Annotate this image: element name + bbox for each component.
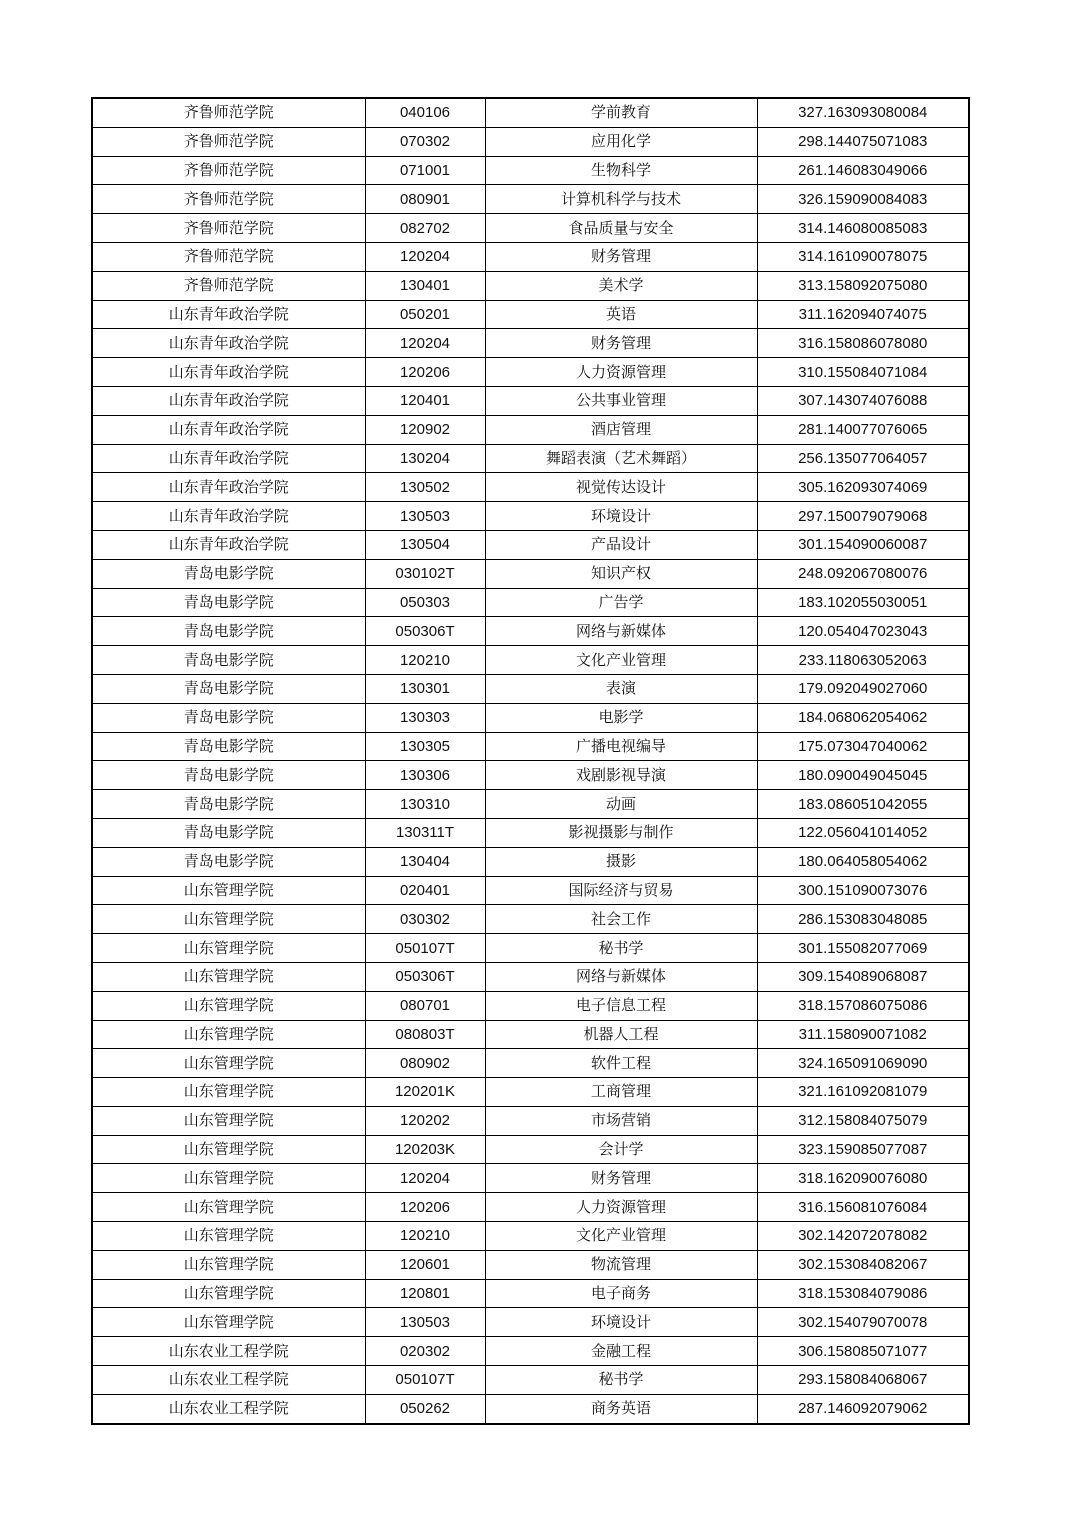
school-name-cell: 山东农业工程学院 [92, 1337, 365, 1366]
major-name-cell: 文化产业管理 [485, 1222, 757, 1251]
table-row [92, 1394, 969, 1423]
major-name-cell: 戏剧影视导演 [485, 761, 757, 790]
score-cell: 180.090049045045 [757, 761, 969, 790]
school-name-cell: 山东青年政治学院 [92, 329, 365, 358]
school-name-cell: 山东管理学院 [92, 1078, 365, 1107]
school-name-cell: 山东农业工程学院 [92, 1366, 365, 1395]
score-cell: 184.068062054062 [757, 703, 969, 732]
score-cell: 318.157086075086 [757, 991, 969, 1020]
major-code-cell: 120202 [365, 1106, 485, 1135]
major-code-cell: 130310 [365, 790, 485, 819]
major-code-cell: 030102T [365, 559, 485, 588]
major-code-cell: 120204 [365, 1164, 485, 1193]
score-cell: 183.086051042055 [757, 790, 969, 819]
table-row [92, 1164, 969, 1193]
table-row [92, 300, 969, 329]
table-row [92, 1366, 969, 1395]
score-cell: 281.140077076065 [757, 415, 969, 444]
major-name-cell: 秘书学 [485, 934, 757, 963]
school-name-cell: 山东管理学院 [92, 991, 365, 1020]
major-name-cell: 食品质量与安全 [485, 214, 757, 243]
admission-score-table [91, 97, 970, 1425]
major-name-cell: 工商管理 [485, 1078, 757, 1107]
school-name-cell: 山东管理学院 [92, 1135, 365, 1164]
score-cell: 311.162094074075 [757, 300, 969, 329]
table-row [92, 732, 969, 761]
major-name-cell: 视觉传达设计 [485, 473, 757, 502]
table-row [92, 1078, 969, 1107]
score-cell: 300.151090073076 [757, 876, 969, 905]
major-code-cell: 020302 [365, 1337, 485, 1366]
school-name-cell: 齐鲁师范学院 [92, 127, 365, 156]
table-row [92, 444, 969, 473]
score-cell: 175.073047040062 [757, 732, 969, 761]
major-code-cell: 120210 [365, 646, 485, 675]
score-cell: 327.163093080084 [757, 98, 969, 127]
major-code-cell: 080902 [365, 1049, 485, 1078]
table-row [92, 790, 969, 819]
table-row [92, 1250, 969, 1279]
table-row [92, 415, 969, 444]
table-row [92, 1049, 969, 1078]
table-row [92, 98, 969, 127]
score-cell: 321.161092081079 [757, 1078, 969, 1107]
major-name-cell: 表演 [485, 674, 757, 703]
major-code-cell: 120204 [365, 329, 485, 358]
major-code-cell: 130401 [365, 271, 485, 300]
table-row [92, 1135, 969, 1164]
school-name-cell: 山东青年政治学院 [92, 473, 365, 502]
score-cell: 180.064058054062 [757, 847, 969, 876]
table-body [92, 98, 969, 1424]
table-row [92, 818, 969, 847]
table-row [92, 530, 969, 559]
school-name-cell: 山东青年政治学院 [92, 358, 365, 387]
major-name-cell: 人力资源管理 [485, 358, 757, 387]
table-row [92, 502, 969, 531]
school-name-cell: 山东管理学院 [92, 905, 365, 934]
score-cell: 302.142072078082 [757, 1222, 969, 1251]
score-cell: 316.156081076084 [757, 1193, 969, 1222]
school-name-cell: 齐鲁师范学院 [92, 98, 365, 127]
major-code-cell: 130305 [365, 732, 485, 761]
major-code-cell: 080701 [365, 991, 485, 1020]
school-name-cell: 山东管理学院 [92, 1164, 365, 1193]
table-row [92, 588, 969, 617]
school-name-cell: 山东青年政治学院 [92, 502, 365, 531]
table-row [92, 876, 969, 905]
major-name-cell: 美术学 [485, 271, 757, 300]
major-name-cell: 网络与新媒体 [485, 962, 757, 991]
table-row [92, 559, 969, 588]
major-code-cell: 130306 [365, 761, 485, 790]
major-name-cell: 社会工作 [485, 905, 757, 934]
table-row [92, 329, 969, 358]
table-row [92, 934, 969, 963]
major-code-cell: 130503 [365, 1308, 485, 1337]
major-name-cell: 动画 [485, 790, 757, 819]
score-cell: 318.153084079086 [757, 1279, 969, 1308]
score-cell: 309.154089068087 [757, 962, 969, 991]
major-code-cell: 050306T [365, 962, 485, 991]
score-cell: 307.143074076088 [757, 386, 969, 415]
table-row [92, 1279, 969, 1308]
school-name-cell: 山东管理学院 [92, 1222, 365, 1251]
score-cell: 298.144075071083 [757, 127, 969, 156]
score-cell: 311.158090071082 [757, 1020, 969, 1049]
table-row [92, 1193, 969, 1222]
major-name-cell: 财务管理 [485, 242, 757, 271]
score-cell: 326.159090084083 [757, 185, 969, 214]
school-name-cell: 山东农业工程学院 [92, 1394, 365, 1423]
major-name-cell: 软件工程 [485, 1049, 757, 1078]
score-cell: 314.161090078075 [757, 242, 969, 271]
score-cell: 318.162090076080 [757, 1164, 969, 1193]
major-code-cell: 050306T [365, 617, 485, 646]
major-name-cell: 学前教育 [485, 98, 757, 127]
table-row [92, 1106, 969, 1135]
score-cell: 310.155084071084 [757, 358, 969, 387]
major-code-cell: 080803T [365, 1020, 485, 1049]
major-code-cell: 120206 [365, 1193, 485, 1222]
school-name-cell: 青岛电影学院 [92, 617, 365, 646]
score-cell: 323.159085077087 [757, 1135, 969, 1164]
major-name-cell: 影视摄影与制作 [485, 818, 757, 847]
major-name-cell: 生物科学 [485, 156, 757, 185]
school-name-cell: 山东青年政治学院 [92, 444, 365, 473]
school-name-cell: 齐鲁师范学院 [92, 156, 365, 185]
school-name-cell: 山东管理学院 [92, 1279, 365, 1308]
school-name-cell: 青岛电影学院 [92, 732, 365, 761]
major-code-cell: 130404 [365, 847, 485, 876]
score-cell: 312.158084075079 [757, 1106, 969, 1135]
school-name-cell: 山东管理学院 [92, 876, 365, 905]
table-row [92, 156, 969, 185]
major-code-cell: 130504 [365, 530, 485, 559]
table-row [92, 386, 969, 415]
table-row [92, 127, 969, 156]
score-cell: 120.054047023043 [757, 617, 969, 646]
major-name-cell: 财务管理 [485, 1164, 757, 1193]
school-name-cell: 青岛电影学院 [92, 761, 365, 790]
score-cell: 122.056041014052 [757, 818, 969, 847]
major-name-cell: 电子信息工程 [485, 991, 757, 1020]
major-code-cell: 040106 [365, 98, 485, 127]
major-name-cell: 金融工程 [485, 1337, 757, 1366]
major-code-cell: 082702 [365, 214, 485, 243]
major-name-cell: 知识产权 [485, 559, 757, 588]
school-name-cell: 青岛电影学院 [92, 559, 365, 588]
table-row [92, 1308, 969, 1337]
school-name-cell: 山东青年政治学院 [92, 386, 365, 415]
score-cell: 248.092067080076 [757, 559, 969, 588]
score-cell: 314.146080085083 [757, 214, 969, 243]
major-name-cell: 酒店管理 [485, 415, 757, 444]
score-cell: 302.153084082067 [757, 1250, 969, 1279]
major-name-cell: 商务英语 [485, 1394, 757, 1423]
major-name-cell: 公共事业管理 [485, 386, 757, 415]
major-code-cell: 120210 [365, 1222, 485, 1251]
table-row [92, 617, 969, 646]
score-cell: 179.092049027060 [757, 674, 969, 703]
major-name-cell: 会计学 [485, 1135, 757, 1164]
major-name-cell: 市场营销 [485, 1106, 757, 1135]
score-cell: 183.102055030051 [757, 588, 969, 617]
major-name-cell: 广播电视编导 [485, 732, 757, 761]
major-name-cell: 摄影 [485, 847, 757, 876]
score-cell: 301.155082077069 [757, 934, 969, 963]
school-name-cell: 青岛电影学院 [92, 646, 365, 675]
score-cell: 324.165091069090 [757, 1049, 969, 1078]
score-cell: 287.146092079062 [757, 1394, 969, 1423]
table-row [92, 271, 969, 300]
major-code-cell: 050107T [365, 1366, 485, 1395]
major-code-cell: 120902 [365, 415, 485, 444]
score-cell: 256.135077064057 [757, 444, 969, 473]
school-name-cell: 山东管理学院 [92, 962, 365, 991]
score-cell: 316.158086078080 [757, 329, 969, 358]
school-name-cell: 青岛电影学院 [92, 790, 365, 819]
major-code-cell: 120201K [365, 1078, 485, 1107]
major-code-cell: 120601 [365, 1250, 485, 1279]
major-name-cell: 秘书学 [485, 1366, 757, 1395]
table-row [92, 761, 969, 790]
score-cell: 286.153083048085 [757, 905, 969, 934]
score-cell: 302.154079070078 [757, 1308, 969, 1337]
major-name-cell: 产品设计 [485, 530, 757, 559]
score-cell: 297.150079079068 [757, 502, 969, 531]
major-name-cell: 财务管理 [485, 329, 757, 358]
score-cell: 313.158092075080 [757, 271, 969, 300]
major-name-cell: 环境设计 [485, 502, 757, 531]
major-code-cell: 130303 [365, 703, 485, 732]
major-code-cell: 050201 [365, 300, 485, 329]
major-code-cell: 130311T [365, 818, 485, 847]
table-row [92, 674, 969, 703]
major-code-cell: 120801 [365, 1279, 485, 1308]
major-code-cell: 050262 [365, 1394, 485, 1423]
school-name-cell: 山东管理学院 [92, 1049, 365, 1078]
school-name-cell: 山东管理学院 [92, 1020, 365, 1049]
score-cell: 261.146083049066 [757, 156, 969, 185]
table-row [92, 905, 969, 934]
major-name-cell: 人力资源管理 [485, 1193, 757, 1222]
table-row [92, 646, 969, 675]
table-row [92, 473, 969, 502]
major-code-cell: 020401 [365, 876, 485, 905]
table-row [92, 703, 969, 732]
school-name-cell: 齐鲁师范学院 [92, 185, 365, 214]
major-code-cell: 130301 [365, 674, 485, 703]
table-row [92, 242, 969, 271]
school-name-cell: 青岛电影学院 [92, 847, 365, 876]
major-code-cell: 120204 [365, 242, 485, 271]
score-cell: 293.158084068067 [757, 1366, 969, 1395]
score-cell: 301.154090060087 [757, 530, 969, 559]
major-code-cell: 080901 [365, 185, 485, 214]
score-cell: 233.118063052063 [757, 646, 969, 675]
major-name-cell: 电影学 [485, 703, 757, 732]
major-name-cell: 舞蹈表演（艺术舞蹈） [485, 444, 757, 473]
major-name-cell: 文化产业管理 [485, 646, 757, 675]
major-code-cell: 070302 [365, 127, 485, 156]
school-name-cell: 山东管理学院 [92, 1250, 365, 1279]
major-name-cell: 环境设计 [485, 1308, 757, 1337]
table-row [92, 1222, 969, 1251]
major-name-cell: 计算机科学与技术 [485, 185, 757, 214]
major-code-cell: 120203K [365, 1135, 485, 1164]
table-row [92, 358, 969, 387]
major-code-cell: 050303 [365, 588, 485, 617]
table-row [92, 962, 969, 991]
major-code-cell: 120401 [365, 386, 485, 415]
major-name-cell: 应用化学 [485, 127, 757, 156]
school-name-cell: 齐鲁师范学院 [92, 214, 365, 243]
school-name-cell: 山东青年政治学院 [92, 415, 365, 444]
table-row [92, 991, 969, 1020]
table-row [92, 847, 969, 876]
major-name-cell: 英语 [485, 300, 757, 329]
major-code-cell: 130204 [365, 444, 485, 473]
major-name-cell: 国际经济与贸易 [485, 876, 757, 905]
score-cell: 305.162093074069 [757, 473, 969, 502]
school-name-cell: 青岛电影学院 [92, 818, 365, 847]
school-name-cell: 青岛电影学院 [92, 674, 365, 703]
major-code-cell: 130502 [365, 473, 485, 502]
major-name-cell: 物流管理 [485, 1250, 757, 1279]
major-code-cell: 130503 [365, 502, 485, 531]
major-name-cell: 网络与新媒体 [485, 617, 757, 646]
score-cell: 306.158085071077 [757, 1337, 969, 1366]
major-code-cell: 120206 [365, 358, 485, 387]
school-name-cell: 山东管理学院 [92, 934, 365, 963]
table-row [92, 1020, 969, 1049]
major-code-cell: 071001 [365, 156, 485, 185]
major-code-cell: 030302 [365, 905, 485, 934]
school-name-cell: 山东青年政治学院 [92, 530, 365, 559]
table-row [92, 214, 969, 243]
table-row [92, 185, 969, 214]
school-name-cell: 齐鲁师范学院 [92, 242, 365, 271]
major-name-cell: 广告学 [485, 588, 757, 617]
school-name-cell: 齐鲁师范学院 [92, 271, 365, 300]
school-name-cell: 山东管理学院 [92, 1308, 365, 1337]
school-name-cell: 山东青年政治学院 [92, 300, 365, 329]
major-name-cell: 机器人工程 [485, 1020, 757, 1049]
major-code-cell: 050107T [365, 934, 485, 963]
school-name-cell: 青岛电影学院 [92, 588, 365, 617]
major-name-cell: 电子商务 [485, 1279, 757, 1308]
school-name-cell: 青岛电影学院 [92, 703, 365, 732]
table-row [92, 1337, 969, 1366]
school-name-cell: 山东管理学院 [92, 1106, 365, 1135]
school-name-cell: 山东管理学院 [92, 1193, 365, 1222]
